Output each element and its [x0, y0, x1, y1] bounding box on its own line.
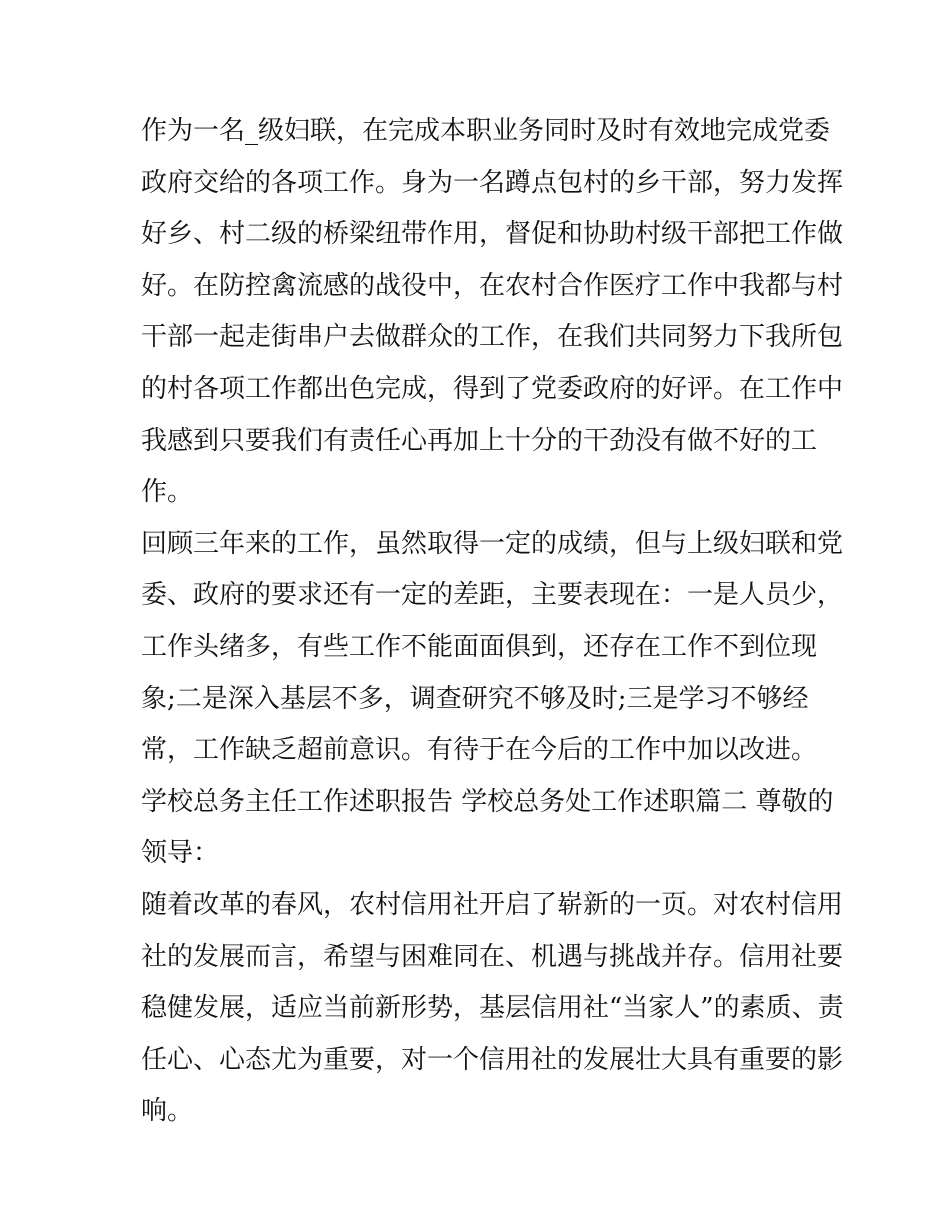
- text-line: 作。: [141, 477, 194, 508]
- text-line: 干部一起走街串户去做群众的工作，在我们共同努力下我所包: [141, 322, 844, 353]
- text-line: 工作头绪多，有些工作不能面面俱到，还存在工作不到位现: [141, 631, 818, 662]
- text-line: 我感到只要我们有责任心再加上十分的干劲没有做不好的工: [141, 425, 818, 456]
- text-line: 学校总务主任工作述职报告 学校总务处工作述职篇二 尊敬的: [141, 786, 834, 817]
- text-line: 回顾三年来的工作，虽然取得一定的成绩，但与上级妇联和党: [141, 528, 844, 559]
- text-line: 的村各项工作都出色完成，得到了党委政府的好评。在工作中: [141, 373, 844, 404]
- text-line: 好。在防控禽流感的战役中，在农村合作医疗工作中我都与村: [141, 270, 844, 301]
- text-line: 响。: [141, 1096, 194, 1127]
- text-line: 作为一名_级妇联，在完成本职业务同时及时有效地完成党委: [141, 116, 831, 146]
- text-line: 随着改革的春风，农村信用社开启了崭新的一页。对农村信用: [141, 889, 844, 920]
- text-line: 领导：: [141, 838, 220, 869]
- text-line: 社的发展而言，希望与困难同在、机遇与挑战并存。信用社要: [141, 941, 844, 972]
- text-line: 象;二是深入基层不多，调查研究不够及时;三是学习不够经: [141, 683, 809, 714]
- document-body: [141, 106, 844, 1138]
- text-line: 政府交给的各项工作。身为一名蹲点包村的乡干部，努力发挥: [141, 167, 844, 198]
- text-line: 稳健发展，适应当前新形势，基层信用社“当家人”的素质、责: [141, 993, 844, 1024]
- text-line: 常，工作缺乏超前意识。有待于在今后的工作中加以改进。: [141, 735, 818, 766]
- text-line: 委、政府的要求还有一定的差距，主要表现在：一是人员少，: [141, 580, 844, 611]
- text-line: 好乡、村二级的桥梁纽带作用，督促和协助村级干部把工作做: [141, 219, 844, 250]
- text-line: 任心、心态尤为重要，对一个信用社的发展壮大具有重要的影: [141, 1044, 844, 1075]
